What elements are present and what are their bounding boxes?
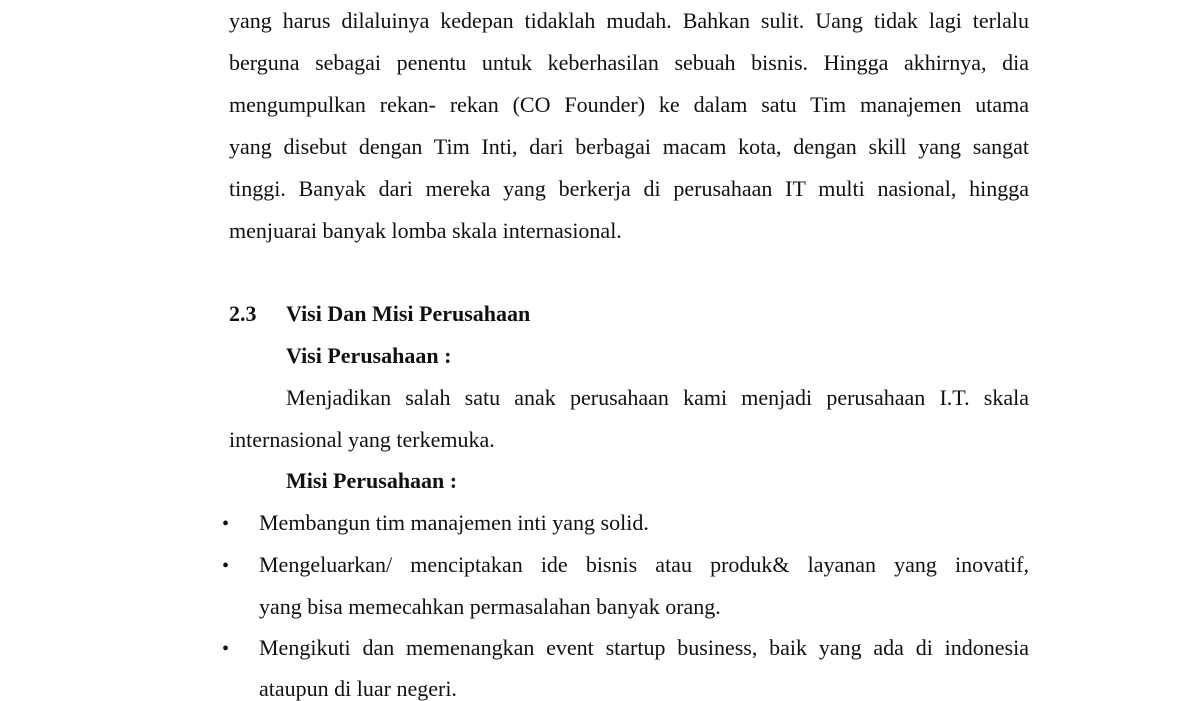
bullet-icon: • [222,513,230,535]
paragraph-line: mengumpulkan rekan- rekan (CO Founder) ke dalam satu Tim manajemen utama [229,92,1029,117]
section-title: Visi Dan Misi Perusahaan [286,301,531,326]
visi-line: internasional yang terkemuka. [229,427,495,452]
paragraph-line: berguna sebagai penentu untuk keberhasilan sebuah bisnis. Hingga akhirnya, dia [229,50,1029,75]
visi-heading: Visi Perusahaan : [286,343,452,368]
bullet-icon: • [222,638,230,660]
paragraph-line: menjuarai banyak lomba skala internasional. [229,218,622,243]
misi-item-line: Mengikuti dan memenangkan event startup business, baik yang ada di indonesia [259,635,1029,660]
paragraph-line: tinggi. Banyak dari mereka yang berkerja di perusahaan IT multi nasional, hingga [229,176,1029,201]
misi-item-line: Membangun tim manajemen inti yang solid. [259,510,649,535]
section-number: 2.3 [229,301,257,326]
paragraph-line: yang disebut dengan Tim Inti, dari berbagai macam kota, dengan skill yang sangat [229,134,1029,159]
bullet-icon: • [222,555,230,577]
misi-item-line: Mengeluarkan/ menciptakan ide bisnis atau produk& layanan yang inovatif, [259,552,1029,577]
paragraph-line: yang harus dilaluinya kedepan tidaklah mudah. Bahkan sulit. Uang tidak lagi terlalu [229,8,1029,33]
visi-line: Menjadikan salah satu anak perusahaan kami menjadi perusahaan I.T. skala [286,385,1029,410]
misi-item-line: ataupun di luar negeri. [259,676,457,701]
misi-heading: Misi Perusahaan : [286,468,458,493]
misi-item-line: yang bisa memecahkan permasalahan banyak orang. [259,594,721,619]
